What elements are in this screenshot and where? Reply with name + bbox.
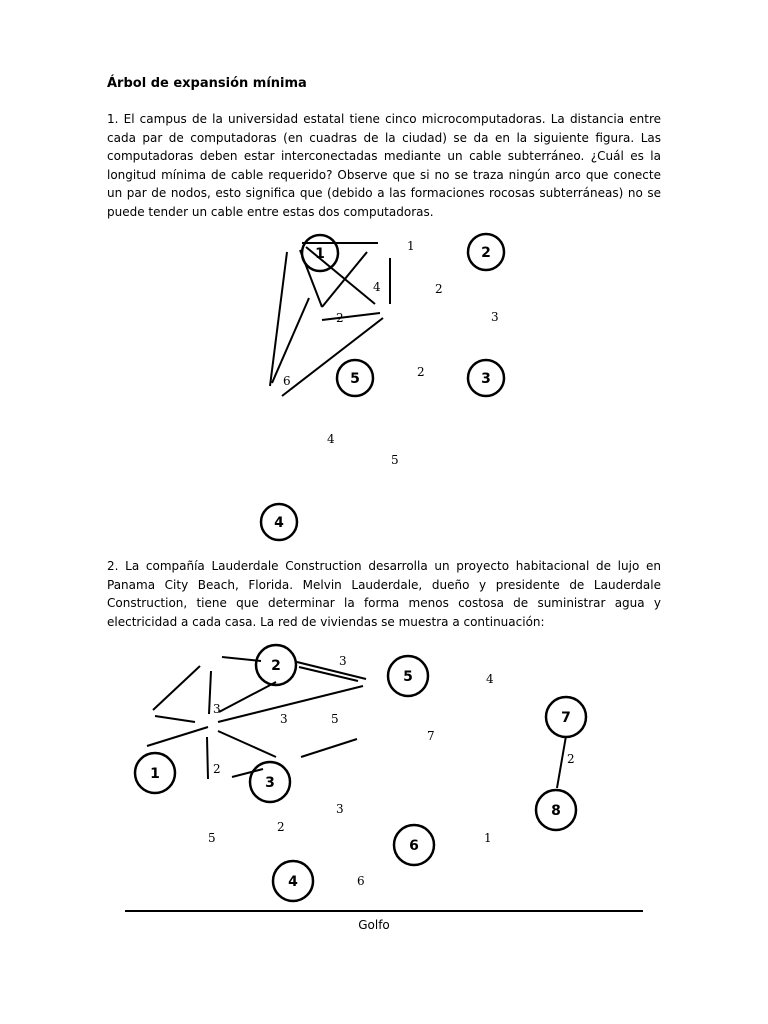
svg-text:1: 1 — [315, 246, 325, 262]
gulf-caption: Golfo — [358, 918, 390, 932]
edge — [219, 682, 276, 712]
edge-label: 1 — [484, 831, 492, 845]
edge-label: 2 — [417, 365, 425, 379]
svg-text:8: 8 — [551, 803, 561, 819]
edge-label: 5 — [208, 831, 216, 845]
problem-1-text: 1. El campus de la universidad estatal tiene cinco microcomputadoras. La distancia entre cada par de computadoras (en cuadras de la ciudad) se da en la siguiente figura. Las computadoras deben estar interconectadas mediante un cable subterráneo. ¿Cuál es la longitud mínima de cable requerido? Observe que si no se traza ningún arco que conecte un par de nodos, esto significa que (debido a las formaciones rocosas subterráneas) no se puede tender un cable entre estas dos computadoras. — [107, 112, 661, 219]
edge — [218, 731, 276, 757]
node-6 — [394, 825, 434, 865]
edge-label: 2 — [435, 282, 443, 296]
edge-label: 2 — [213, 762, 221, 776]
edge-label: 7 — [427, 729, 435, 743]
edge-label: 2 — [567, 752, 575, 766]
svg-text:5: 5 — [403, 669, 413, 685]
edge-label: 3 — [280, 712, 288, 726]
figure-2-edges — [125, 657, 643, 911]
edge-label: 3 — [213, 702, 221, 716]
svg-text:2: 2 — [481, 245, 491, 261]
problem-2-text: 2. La compañía Lauderdale Construction desarrolla un proyecto habitacional de lujo en Panama City Beach, Florida. Melvin Lauderdale, dueño y presidente de Lauderdale Construction, tiene que determinar la forma menos costosa de suministrar agua y electricidad a cada casa. La red de viviendas se muestra a continuación: — [107, 559, 661, 629]
edge — [207, 737, 208, 779]
node-1 — [135, 753, 175, 793]
svg-text:3: 3 — [481, 371, 491, 387]
edge — [301, 739, 357, 757]
node-8 — [536, 790, 576, 830]
edge-label: 4 — [327, 432, 335, 446]
edge-label: 3 — [491, 310, 499, 324]
svg-text:3: 3 — [265, 775, 275, 791]
edge-label: 1 — [407, 239, 415, 253]
node-2 — [256, 645, 296, 685]
edge — [297, 662, 366, 679]
edge — [153, 666, 200, 710]
node-3 — [250, 762, 290, 802]
node-7 — [546, 697, 586, 737]
edge-label: 2 — [277, 820, 285, 834]
node-4 — [273, 861, 313, 901]
edge-label: 3 — [336, 802, 344, 816]
edge — [557, 736, 566, 788]
edge — [209, 671, 211, 714]
edge-label: 5 — [391, 453, 399, 467]
svg-text:2: 2 — [271, 658, 281, 674]
node-5 — [388, 656, 428, 696]
edge-label: 3 — [339, 654, 347, 668]
figure-2-nodes — [135, 645, 586, 901]
edge — [218, 686, 363, 722]
page-title: Árbol de expansión mínima — [107, 76, 307, 91]
edge-label: 6 — [283, 374, 291, 388]
svg-text:4: 4 — [274, 515, 284, 531]
edge-label: 6 — [357, 874, 365, 888]
edge-label: 2 — [336, 311, 344, 325]
edge-label: 5 — [331, 712, 339, 726]
svg-text:6: 6 — [409, 838, 419, 854]
svg-text:7: 7 — [561, 710, 571, 726]
edge-label: 4 — [486, 672, 494, 686]
edge-label: 4 — [373, 280, 381, 294]
edge — [155, 716, 195, 722]
svg-text:5: 5 — [350, 371, 360, 387]
edge — [147, 727, 208, 746]
edge — [232, 769, 263, 777]
svg-text:1: 1 — [150, 766, 160, 782]
svg-text:4: 4 — [288, 874, 298, 890]
edge — [222, 657, 261, 661]
